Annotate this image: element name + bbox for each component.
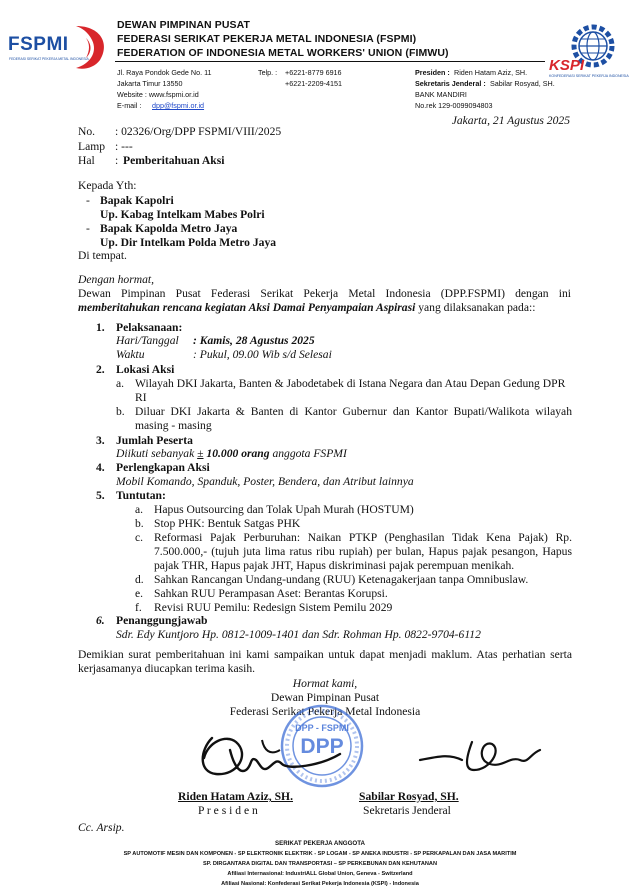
hormat: Hormat kami, xyxy=(292,677,358,690)
fspmi-logo xyxy=(6,22,114,70)
item-2b-mark: b. xyxy=(116,405,125,418)
item-5-title: Tuntutan: xyxy=(116,489,166,502)
tel-2: +6221-2209-4151 xyxy=(285,79,342,88)
item-1-title: Pelaksanaan: xyxy=(116,321,183,334)
item-2a-line-2: RI xyxy=(135,391,147,404)
item-3-title: Jumlah Peserta xyxy=(116,434,193,447)
demand-d: Sahkan Rancangan Undang-undang (RUU) Ketenagakerjaan tanpa Omnibuslaw. xyxy=(154,573,529,586)
demand-b-mark: b. xyxy=(135,517,144,530)
closing-line-1-text: Demikian surat pemberitahuan ini kami sampaikan untuk dapat menjadi maklum. Atas perhatian serta xyxy=(78,648,572,661)
recipient-2-sub: Up. Dir Intelkam Polda Metro Jaya xyxy=(100,236,277,249)
footer-line-5: Afiliasi Nasional: Konfederasi Serikat Pekerja Indonesia (KSPI) - Indonesia xyxy=(221,881,419,887)
no-value: : 02326/Org/DPP FSPMI/VIII/2025 xyxy=(115,125,282,138)
demand-c-line-1 xyxy=(154,531,572,546)
item-2-title: Lokasi Aksi xyxy=(116,363,175,376)
fspmi-logo-subtext: FEDERASI SERIKAT PEKERJA METAL INDONESIA xyxy=(9,57,89,61)
hal-colon: : xyxy=(115,154,119,167)
signer-1-name: Riden Hatam Aziz, SH. xyxy=(178,790,293,803)
letterhead-line-1: DEWAN PIMPINAN PUSAT xyxy=(117,19,251,31)
item-3-count: 10.000 orang xyxy=(203,447,270,460)
item-6-title: Penanggungjawab xyxy=(116,614,208,627)
paragraph-1-rest: yang dilaksanakan pada:: xyxy=(415,301,536,314)
demand-c-mark: c. xyxy=(135,531,144,544)
item-2a-mark: a. xyxy=(116,377,125,390)
letterhead-line-2: FEDERASI SERIKAT PEKERJA METAL INDONESIA (FSPMI) xyxy=(117,33,417,45)
demand-c-line-2-text: 7.500.000,- (tujuh juta lima ratus ribu rupiah) per bulan, Hapus pajak pesangon, Hapus xyxy=(154,545,572,558)
item-1-day-label: Hari/Tanggal xyxy=(116,334,179,347)
website: Website : www.fspmi.or.id xyxy=(117,90,199,99)
letter-date: Jakarta, 21 Agustus 2025 xyxy=(451,114,570,127)
item-3-number: 3. xyxy=(96,434,105,447)
item-1-time-value: : Pukul, 09.00 Wib s/d Selesai xyxy=(193,348,332,361)
stamp-ring-text: DPP - FSPMI xyxy=(295,723,349,733)
hal-value: Pemberitahuan Aksi xyxy=(123,154,225,167)
item-3-text xyxy=(116,447,347,462)
footer-line-1: SERIKAT PEKERJA ANGGOTA xyxy=(274,840,366,847)
demand-d-mark: d. xyxy=(135,573,144,586)
footer-line-3: SP. DIRGANTARA DIGITAL DAN TRANSPORTASI – SP PERKEBUNAN DAN KEHUTANAN xyxy=(202,861,438,867)
item-2b-line-1 xyxy=(135,405,572,420)
paragraph-1-line-2 xyxy=(78,301,535,316)
signer-2-role: Sekretaris Jenderal xyxy=(363,804,451,817)
kspi-logo-text: KSPI xyxy=(549,57,585,74)
email-label: E-mail : xyxy=(117,101,142,110)
demand-a: Hapus Outsourcing dan Tolak Upah Murah (HOSTUM) xyxy=(154,503,414,516)
item-2a-line-1: Wilayah DKI Jakarta, Banten & Jabodetabek di Istana Negara dan Atau Depan Gedung DPR xyxy=(135,377,566,390)
paragraph-1-bold: memberitahukan rencana kegiatan Aksi Damai Penyampaian Aspirasi xyxy=(78,301,416,314)
demand-a-mark: a. xyxy=(135,503,144,516)
recipient-1-sub: Up. Kabag Intelkam Mabes Polri xyxy=(100,208,265,221)
lamp-label: Lamp xyxy=(78,140,106,153)
item-6-number: 6. xyxy=(96,614,105,627)
email-link[interactable]: dpp@fspmi.or.id xyxy=(152,101,205,110)
sekjen-label: Sekretaris Jenderal : xyxy=(415,79,486,88)
footer-line-2: SP AUTOMOTIF MESIN DAN KOMPONEN - SP ELEKTRONIK ELEKTRIK - SP LOGAM - SP ANEKA INDUSTRI - SP PERKAPALAN DAN JASA MARITIM xyxy=(123,851,517,857)
item-1-time-label: Waktu xyxy=(116,348,145,361)
item-2-number: 2. xyxy=(96,363,105,376)
stamp-center-text: DPP xyxy=(300,735,344,758)
item-2b-line-1-text: Diluar DKI Jakarta & Banten di Kantor Gubernur dan Kantor Bupati/Walikota wilayah xyxy=(135,405,572,418)
item-5-number: 5. xyxy=(96,489,105,502)
item-6-text: Sdr. Edy Kuntjoro Hp. 0812-1009-1401 dan Sdr. Rohman Hp. 0822-9704-6112 xyxy=(116,628,481,641)
kspi-logo xyxy=(545,18,635,80)
item-3-post: anggota FSPMI xyxy=(269,447,347,460)
demand-c-line-2 xyxy=(154,545,572,560)
demand-f: Revisi RUU Pemilu: Redesign Sistem Pemilu 2029 xyxy=(154,601,393,614)
hal-label: Hal xyxy=(78,154,95,167)
demand-f-mark: f. xyxy=(135,601,142,614)
sekjen-name: Sabilar Rosyad, SH. xyxy=(490,79,555,88)
tel-label: Telp. : xyxy=(258,68,278,77)
greeting: Dengan hormat, xyxy=(78,273,154,286)
lamp-value: : --- xyxy=(115,140,133,153)
recipient-place: Di tempat. xyxy=(78,249,127,262)
fspmi-logo-text: FSPMI xyxy=(8,34,69,55)
item-4-title: Perlengkapan Aksi xyxy=(116,461,210,474)
presiden-name: Riden Hatam Aziz, SH. xyxy=(454,68,528,77)
address-line-1: Jl. Raya Pondok Gede No. 11 xyxy=(117,68,212,77)
demand-e-mark: e. xyxy=(135,587,144,600)
closing-line-1 xyxy=(78,648,572,663)
org-line-1: Dewan Pimpinan Pusat xyxy=(270,691,380,704)
recipient-2-dash: - xyxy=(86,222,90,235)
demand-e: Sahkan RUU Perampasan Aset: Berantas Korupsi. xyxy=(154,587,388,600)
letterhead-line-3: FEDERATION OF INDONESIA METAL WORKERS' UNION (FIMWU) xyxy=(117,47,449,59)
org-line-2: Federasi Serikat Pekerja Metal Indonesia xyxy=(229,705,421,718)
demand-c-line-1-text: Reformasi Pajak Perburuhan: Naikan PTKP (Penghasilan Tidak Kena Pajak) Rp. xyxy=(154,531,572,544)
item-4-text: Mobil Komando, Spanduk, Poster, Bendera, dan Atribut lainnya xyxy=(116,475,414,488)
item-3-pre: Diikuti sebanyak xyxy=(116,447,198,460)
item-1-number: 1. xyxy=(96,321,105,334)
item-3-plusminus: ± xyxy=(197,447,204,460)
demand-b: Stop PHK: Bentuk Satgas PHK xyxy=(154,517,301,530)
item-1-day-value: : Kamis, 28 Agustus 2025 xyxy=(193,334,315,347)
kspi-logo-subtext: KONFEDERASI SERIKAT PEKERJA INDONESIA xyxy=(549,74,629,78)
letterhead-rule xyxy=(115,61,545,62)
no-label: No. xyxy=(78,125,96,138)
footer-line-4: Afiliasi Internasional: IndustriALL Global Union, Geneva - Switzerland xyxy=(227,871,413,877)
recipient-2-name: Bapak Kapolda Metro Jaya xyxy=(100,222,238,235)
address-line-2: Jakarta Timur 13550 xyxy=(117,79,183,88)
bank-name: BANK MANDIRI xyxy=(415,90,467,99)
paragraph-1-line-1-text: Dewan Pimpinan Pusat Federasi Serikat Pekerja Metal Indonesia (DPP.FSPMI) dengan ini xyxy=(78,287,571,300)
recipient-1-dash: - xyxy=(86,194,90,207)
recipient-1-name: Bapak Kapolri xyxy=(100,194,174,207)
tel-1: +6221-8779 6916 xyxy=(285,68,342,77)
item-4-number: 4. xyxy=(96,461,105,474)
closing-line-2: kerjasamanya diucapkan terima kasih. xyxy=(78,662,256,675)
paragraph-1-line-1 xyxy=(78,287,571,302)
handwritten-signatures-icon xyxy=(190,720,610,790)
presiden-label: Presiden : xyxy=(415,68,450,77)
bank-account: No.rek 129-0099094803 xyxy=(415,101,493,110)
item-2b-line-2: masing - masing xyxy=(135,419,212,432)
demand-c-line-3: pajak THR, Hapus pajak JHT, Hapus diskriminasi pajak perempuan menikah. xyxy=(154,559,515,572)
signer-1-role: P r e s i d e n xyxy=(198,804,258,817)
cc-archive: Cc. Arsip. xyxy=(78,821,125,834)
signer-2-name: Sabilar Rosyad, SH. xyxy=(359,790,459,803)
recipient-intro: Kepada Yth: xyxy=(78,179,137,192)
